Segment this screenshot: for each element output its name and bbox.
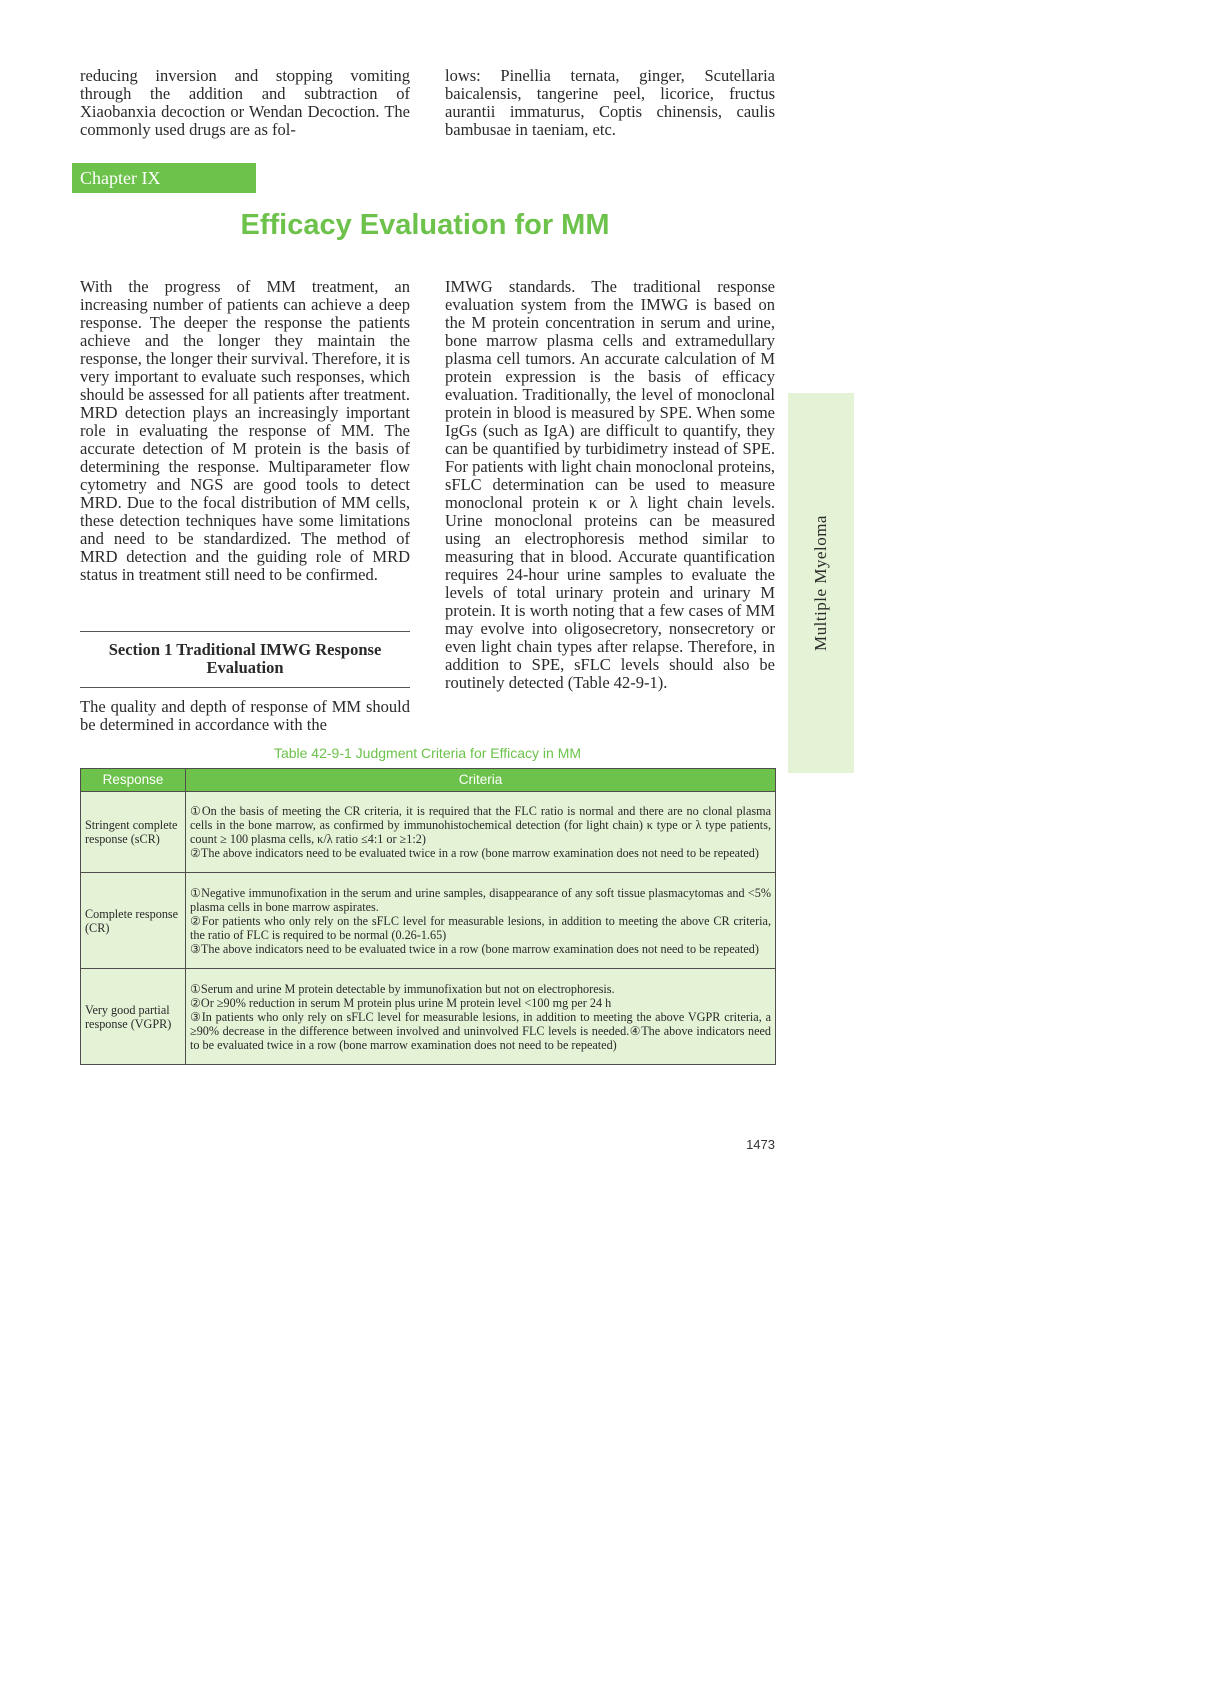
- criteria-cell: ①Serum and urine M protein detectable by immunofixation but not on electrophoresis. ②Or ≥90% reduction in serum M protein plus urine M protein level <100 mg per 24 h ③In patients who only rely on sFLC level for measurable lesions, in addition to meeting the above VGPR criteria, a ≥90% decrease in the difference between involved and uninvolved FLC levels is needed.④The above indicators need to be evaluated twice in a row (bone marrow examination does not need to be repeated): [186, 969, 776, 1065]
- header-response: Response: [81, 769, 186, 792]
- intro-text-right: IMWG standards. The traditional response evaluation system from the IMWG is based on the M protein concentration in serum and urine, bone marrow plasma cells and extramedullary plasma cell tumors. An accurate calculation of M protein expression is the basis of efficacy evaluation. Traditionally, the level of monoclonal protein in blood is measured by SPE. When some IgGs (such as IgA) are difficult to quantify, they can be quantified by turbidimetry instead of SPE. For patients with light chain monoclonal proteins, sFLC determination can be used to measure monoclonal protein κ or λ light chain levels. Urine monoclonal proteins can be measured using an electrophoresis method similar to measuring that in blood. Accurate quantification requires 24-hour urine samples to evaluate the levels of total urinary protein and urinary M protein. It is worth noting that a few cases of MM may evolve into oligosecretory, nonsecretory or even light chain types after relapse. Therefore, in addition to SPE, sFLC levels should also be routinely detected (Table 42-9-1).: [445, 277, 775, 692]
- side-tab-label: Multiple Myeloma: [811, 515, 830, 651]
- response-cell: Very good partial response (VGPR): [81, 969, 186, 1065]
- top-text-right: lows: Pinellia ternata, ginger, Scutellaria baicalensis, tangerine peel, licorice, fructus aurantii immaturus, Coptis chinensis, caulis bambusae in taeniam, etc.: [445, 66, 775, 139]
- page-number: 1473: [746, 1137, 775, 1152]
- table-caption: Table 42-9-1 Judgment Criteria for Efficacy in MM: [273, 745, 582, 761]
- criteria-cell: ①Negative immunofixation in the serum and urine samples, disappearance of any soft tissue plasmacytomas and <5% plasma cells in bone marrow aspirates. ②For patients who only rely on the sFLC level for measurable lesions, in addition to meeting the above CR criteria, the ratio of FLC is required to be normal (0.26-1.65) ③The above indicators need to be evaluated twice in a row (bone marrow examination does not need to be repeated): [186, 873, 776, 969]
- response-cell: Stringent complete response (sCR): [81, 792, 186, 873]
- criteria-cell: ①On the basis of meeting the CR criteria, it is required that the FLC ratio is normal and there are no clonal plasma cells in the bone marrow, as confirmed by immunohistochemical detection (for light chain) κ type or λ type patients, count ≥ 100 plasma cells, κ/λ ratio ≤4:1 or ≥1:2) ②The above indicators need to be evaluated twice in a row (bone marrow examination does not need to be repeated): [186, 792, 776, 873]
- table-header-row: [81, 769, 776, 792]
- top-text-left: reducing inversion and stopping vomiting through the addition and subtraction of Xiaobanxia decoction or Wendan Decoction. The commonly used drugs are as fol-: [80, 66, 410, 139]
- header-criteria: Criteria: [186, 769, 776, 792]
- table-row: [81, 873, 776, 969]
- chapter-title: Efficacy Evaluation for MM: [240, 209, 610, 241]
- intro-text-left: With the progress of MM treatment, an increasing number of patients can achieve a deep response. The deeper the response the patients achieve and the longer they maintain the response, the longer their survival. Therefore, it is very important to evaluate such responses, which should be assessed for all patients after treatment. MRD detection plays an increasingly important role in evaluating the response of MM. The accurate detection of M protein is the basis of determining the response. Multiparameter flow cytometry and NGS are good tools to detect MRD. Due to the focal distribution of MM cells, these detection techniques have some limitations and need to be standardized. The method of MRD detection and the guiding role of MRD status in treatment still need to be confirmed.: [80, 277, 410, 584]
- section-text: The quality and depth of response of MM should be determined in accordance with the: [80, 697, 410, 734]
- chapter-tag: Chapter IX: [72, 163, 256, 193]
- response-cell: Complete response (CR): [81, 873, 186, 969]
- side-tab: [788, 393, 854, 773]
- section-heading: Section 1 Traditional IMWG Response Evaluation: [80, 631, 410, 688]
- criteria-table: [80, 768, 776, 1065]
- table-row: [81, 969, 776, 1065]
- table-row: [81, 792, 776, 873]
